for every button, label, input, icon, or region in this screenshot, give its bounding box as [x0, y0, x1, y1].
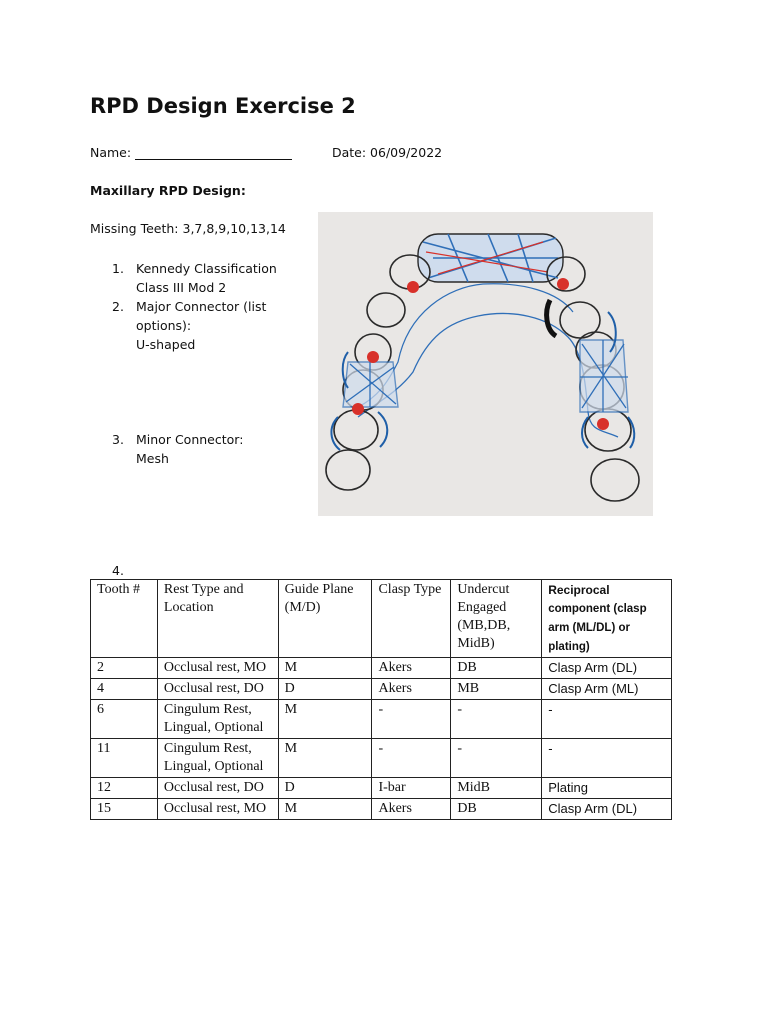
- cell-reciprocal: Clasp Arm (DL): [542, 799, 672, 820]
- list-text-group: [136, 430, 296, 468]
- major-connector-outline: [358, 314, 618, 437]
- header-clasp-type: Clasp Type: [372, 580, 451, 658]
- cell-tooth: 4: [91, 679, 158, 700]
- cell-tooth: 6: [91, 700, 158, 739]
- cell-clasp: I-bar: [372, 778, 451, 799]
- cell-guide: M: [278, 700, 372, 739]
- cell-undercut: DB: [451, 799, 542, 820]
- anterior-mesh-region: [418, 234, 563, 282]
- cell-reciprocal: -: [542, 739, 672, 778]
- list-text-group: [136, 297, 296, 354]
- cell-guide: M: [278, 799, 372, 820]
- rpd-design-photo: [318, 212, 653, 516]
- name-blank-line[interactable]: [135, 159, 292, 160]
- rpd-design-table: [90, 579, 672, 820]
- cell-clasp: Akers: [372, 679, 451, 700]
- list-answer: U-shaped: [136, 337, 196, 352]
- cell-clasp: Akers: [372, 799, 451, 820]
- cell-guide: M: [278, 739, 372, 778]
- table-row: [91, 778, 672, 799]
- cell-rest: Occlusal rest, DO: [157, 679, 278, 700]
- table-row: [91, 739, 672, 778]
- list-item-table-number: 4.: [112, 563, 124, 578]
- cell-guide: M: [278, 658, 372, 679]
- page-title: RPD Design Exercise 2: [90, 94, 356, 118]
- table-row: [91, 700, 672, 739]
- header-rest-type: Rest Type and Location: [157, 580, 278, 658]
- cell-rest: Cingulum Rest, Lingual, Optional: [157, 739, 278, 778]
- cell-undercut: MidB: [451, 778, 542, 799]
- table-row: [91, 679, 672, 700]
- cell-tooth: 11: [91, 739, 158, 778]
- cell-undercut: MB: [451, 679, 542, 700]
- list-text: Kennedy Classification Class III Mod 2: [136, 261, 277, 295]
- dental-arch-drawing: [318, 212, 653, 516]
- missing-teeth: Missing Teeth: 3,7,8,9,10,13,14: [90, 221, 286, 236]
- cell-rest: Occlusal rest, DO: [157, 778, 278, 799]
- header-reciprocal-title: Reciprocal: [548, 583, 610, 597]
- table-row: [91, 799, 672, 820]
- cell-clasp: Akers: [372, 658, 451, 679]
- cell-tooth: 12: [91, 778, 158, 799]
- cell-undercut: -: [451, 739, 542, 778]
- cell-reciprocal: Clasp Arm (ML): [542, 679, 672, 700]
- cell-rest: Occlusal rest, MO: [157, 799, 278, 820]
- cell-tooth: 2: [91, 658, 158, 679]
- cell-reciprocal: Clasp Arm (DL): [542, 658, 672, 679]
- list-number: 3.: [112, 432, 124, 447]
- cell-clasp: -: [372, 700, 451, 739]
- cell-rest: Cingulum Rest, Lingual, Optional: [157, 700, 278, 739]
- date-label: Date: 06/09/2022: [332, 145, 443, 160]
- name-label: Name:: [90, 145, 132, 160]
- black-clasp-mark: [547, 300, 556, 336]
- cell-reciprocal: -: [542, 700, 672, 739]
- list-text: Minor Connector:: [136, 432, 244, 447]
- header-undercut: Undercut Engaged (MB,DB, MidB): [451, 580, 542, 658]
- table-row: [91, 658, 672, 679]
- list-number: 1.: [112, 261, 124, 276]
- cell-undercut: DB: [451, 658, 542, 679]
- cell-guide: D: [278, 778, 372, 799]
- header-reciprocal-sub: component (clasp arm (ML/DL) or plating): [548, 603, 647, 653]
- list-text: Major Connector (list options):: [136, 299, 267, 333]
- header-guide-plane: Guide Plane (M/D): [278, 580, 372, 658]
- table-header-row: [91, 580, 672, 658]
- cell-reciprocal: Plating: [542, 778, 672, 799]
- cell-tooth: 15: [91, 799, 158, 820]
- header-tooth: Tooth #: [91, 580, 158, 658]
- header-reciprocal: [542, 580, 672, 658]
- list-number: 2.: [112, 299, 124, 314]
- cell-rest: Occlusal rest, MO: [157, 658, 278, 679]
- cell-undercut: -: [451, 700, 542, 739]
- cell-guide: D: [278, 679, 372, 700]
- list-answer: Mesh: [136, 451, 169, 466]
- cell-clasp: -: [372, 739, 451, 778]
- section-subtitle: Maxillary RPD Design:: [90, 183, 246, 198]
